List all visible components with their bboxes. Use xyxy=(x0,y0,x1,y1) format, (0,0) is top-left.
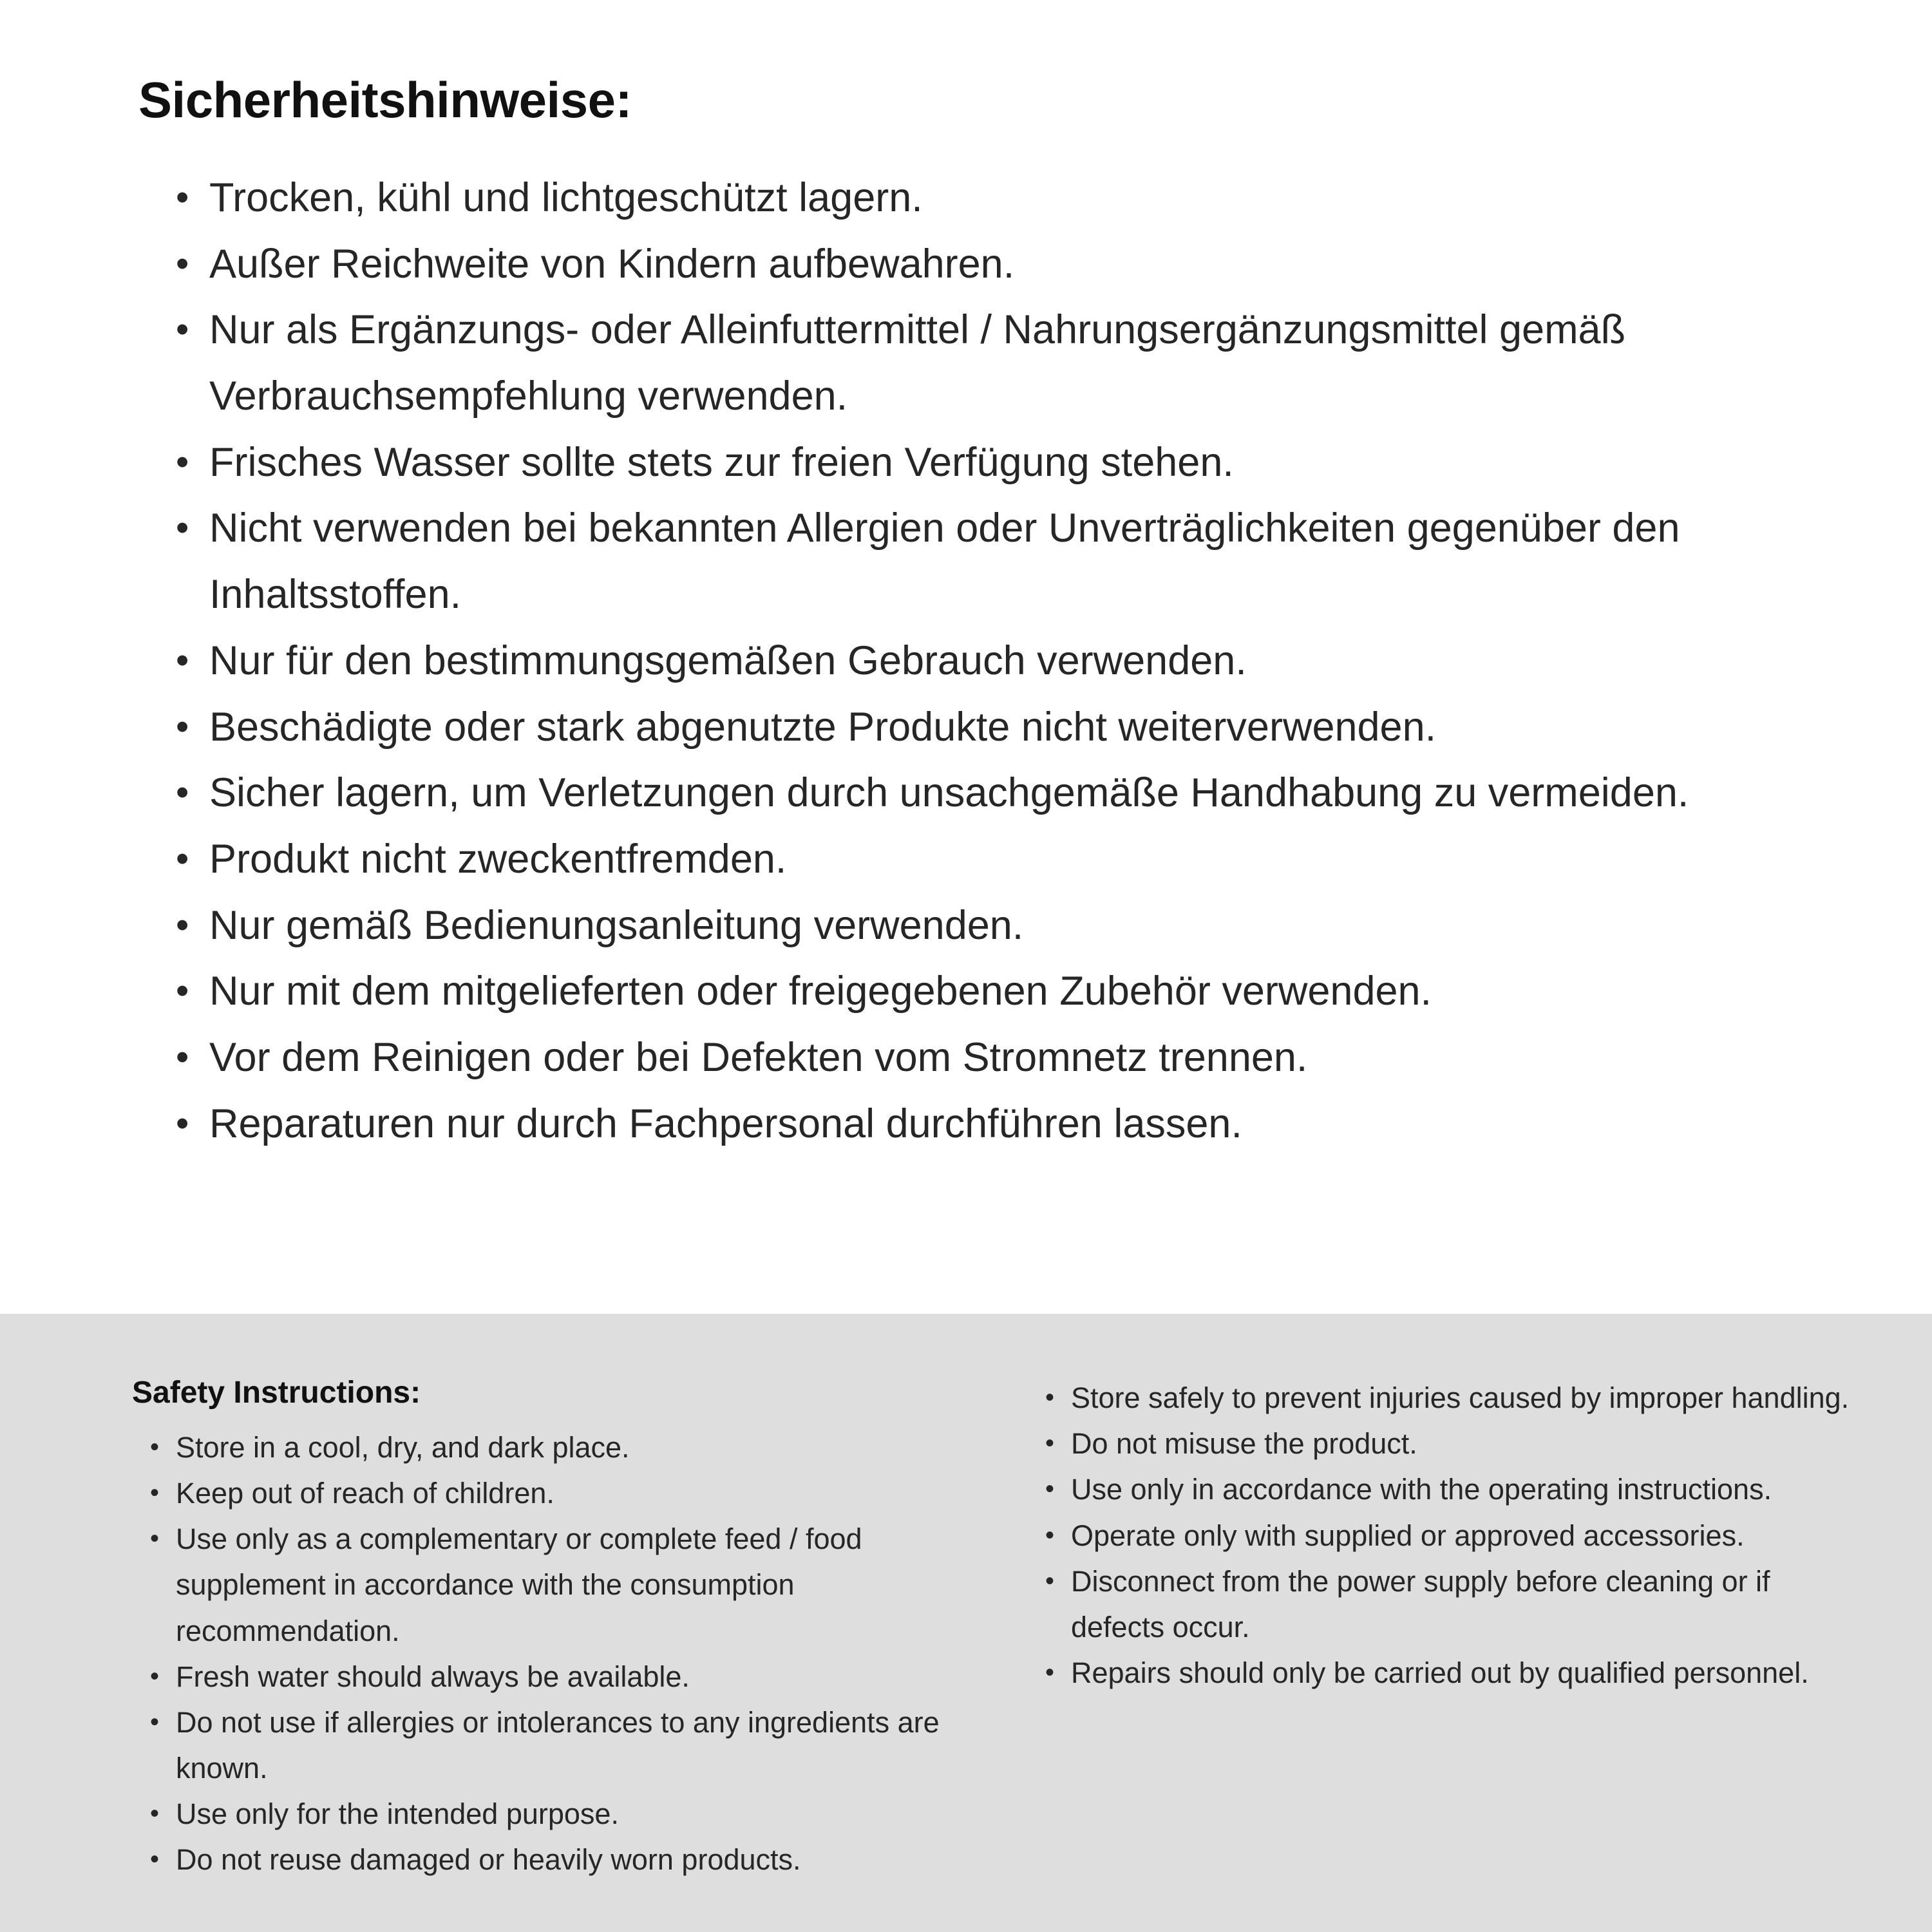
english-safety-item-text: Use only as a complementary or complete feed / food supplement in accordance with the consumption recommendation. xyxy=(176,1522,862,1647)
english-right-column xyxy=(1027,1375,1858,1932)
english-safety-item-text: Store in a cool, dry, and dark place. xyxy=(176,1431,630,1464)
german-safety-item xyxy=(176,231,1752,298)
english-safety-item-text: Keep out of reach of children. xyxy=(176,1477,554,1510)
german-safety-item-text: Sicher lagern, um Verletzungen durch unsachgemäße Handhabung zu vermeiden. xyxy=(209,770,1689,816)
english-safety-item-text: Use only for the intended purpose. xyxy=(176,1797,619,1831)
bullet-icon: • xyxy=(176,176,189,218)
bullet-icon: • xyxy=(176,507,189,549)
german-safety-item-text: Nur gemäß Bedienungsanleitung verwenden. xyxy=(209,902,1024,948)
german-safety-item-text: Frisches Wasser sollte stets zur freien Verfügung stehen. xyxy=(209,439,1234,485)
english-left-column xyxy=(132,1375,963,1932)
german-safety-item-text: Reparaturen nur durch Fachpersonal durchführen lassen. xyxy=(209,1101,1242,1146)
german-safety-item xyxy=(176,760,1752,826)
bullet-icon: • xyxy=(150,1707,160,1736)
german-safety-item xyxy=(176,826,1752,893)
english-safety-list-left xyxy=(132,1425,963,1882)
bullet-icon: • xyxy=(1045,1475,1055,1504)
bullet-icon: • xyxy=(1045,1429,1055,1458)
german-safety-list xyxy=(138,165,1752,1157)
english-safety-item-text: Fresh water should always be available. xyxy=(176,1660,690,1693)
english-safety-item-text: Do not misuse the product. xyxy=(1071,1427,1417,1461)
english-safety-item xyxy=(150,1470,963,1516)
bullet-icon: • xyxy=(150,1845,160,1874)
german-title: Sicherheitshinweise: xyxy=(138,71,632,128)
bullet-icon: • xyxy=(1045,1520,1055,1549)
german-safety-item xyxy=(176,430,1752,496)
english-safety-item xyxy=(1045,1421,1858,1466)
german-safety-item xyxy=(176,694,1752,761)
bullet-icon: • xyxy=(176,242,189,285)
english-safety-item xyxy=(1045,1558,1858,1650)
english-safety-item-text: Repairs should only be carried out by qualified personnel. xyxy=(1071,1656,1809,1689)
bullet-icon: • xyxy=(150,1524,160,1553)
german-safety-item xyxy=(176,1025,1752,1091)
german-safety-item-text: Nur mit dem mitgelieferten oder freigegebenen Zubehör verwenden. xyxy=(209,969,1432,1014)
bullet-icon: • xyxy=(1045,1383,1055,1412)
german-safety-item xyxy=(176,628,1752,694)
bullet-icon: • xyxy=(176,904,189,946)
english-safety-item xyxy=(150,1837,963,1882)
german-safety-item-text: Vor dem Reinigen oder bei Defekten vom Stromnetz trennen. xyxy=(209,1034,1308,1080)
english-safety-item xyxy=(1045,1513,1858,1558)
bullet-icon: • xyxy=(1045,1566,1055,1595)
english-safety-item xyxy=(150,1700,963,1791)
english-safety-list-right xyxy=(1027,1375,1858,1696)
german-safety-item xyxy=(176,495,1752,627)
german-safety-item-text: Beschädigte oder stark abgenutzte Produkte nicht weiterverwenden. xyxy=(209,704,1437,750)
bullet-icon: • xyxy=(176,772,189,814)
bullet-icon: • xyxy=(176,1036,189,1078)
english-safety-item xyxy=(150,1791,963,1837)
english-safety-item-text: Do not reuse damaged or heavily worn products. xyxy=(176,1843,801,1877)
german-safety-item xyxy=(176,297,1752,429)
bullet-icon: • xyxy=(176,639,189,681)
english-safety-item xyxy=(150,1654,963,1700)
german-safety-item xyxy=(176,893,1752,959)
german-safety-item xyxy=(176,1091,1752,1157)
english-safety-item-text: Do not use if allergies or intolerances to any ingredients are known. xyxy=(176,1705,940,1785)
bullet-icon: • xyxy=(176,705,189,748)
german-safety-item-text: Außer Reichweite von Kindern aufbewahren. xyxy=(209,241,1015,287)
english-safety-item xyxy=(150,1425,963,1470)
english-safety-item-text: Use only in accordance with the operating instructions. xyxy=(1071,1473,1772,1506)
english-safety-item xyxy=(1045,1375,1858,1421)
bullet-icon: • xyxy=(150,1662,160,1690)
german-safety-item xyxy=(176,958,1752,1025)
german-safety-item-text: Trocken, kühl und lichtgeschützt lagern. xyxy=(209,175,923,220)
english-safety-item-text: Disconnect from the power supply before cleaning or if defects occur. xyxy=(1071,1564,1770,1643)
bullet-icon: • xyxy=(1045,1658,1055,1687)
bullet-icon: • xyxy=(176,1102,189,1144)
english-safety-item-text: Store safely to prevent injuries caused by improper handling. xyxy=(1071,1381,1850,1414)
english-safety-item xyxy=(1045,1650,1858,1696)
bullet-icon: • xyxy=(176,837,189,880)
bullet-icon: • xyxy=(150,1433,160,1461)
english-safety-item-text: Operate only with supplied or approved accessories. xyxy=(1071,1519,1745,1552)
english-safety-item xyxy=(1045,1466,1858,1512)
german-safety-item-text: Nur für den bestimmungsgemäßen Gebrauch verwenden. xyxy=(209,638,1247,683)
bullet-icon: • xyxy=(176,970,189,1012)
german-safety-item-text: Nur als Ergänzungs- oder Alleinfuttermittel / Nahrungsergänzungsmittel gemäß Verbrauchsempfehlung verwenden. xyxy=(209,307,1626,419)
bullet-icon: • xyxy=(150,1799,160,1828)
bullet-icon: • xyxy=(176,440,189,483)
english-section xyxy=(0,1314,1932,1932)
german-safety-item-text: Produkt nicht zweckentfremden. xyxy=(209,836,787,882)
german-safety-item xyxy=(176,165,1752,231)
english-safety-item xyxy=(150,1516,963,1653)
bullet-icon: • xyxy=(176,308,189,351)
german-safety-item-text: Nicht verwenden bei bekannten Allergien oder Unverträglichkeiten gegenüber den Inhaltsstoffen. xyxy=(209,506,1680,618)
english-title: Safety Instructions: xyxy=(132,1376,421,1410)
bullet-icon: • xyxy=(150,1479,160,1508)
